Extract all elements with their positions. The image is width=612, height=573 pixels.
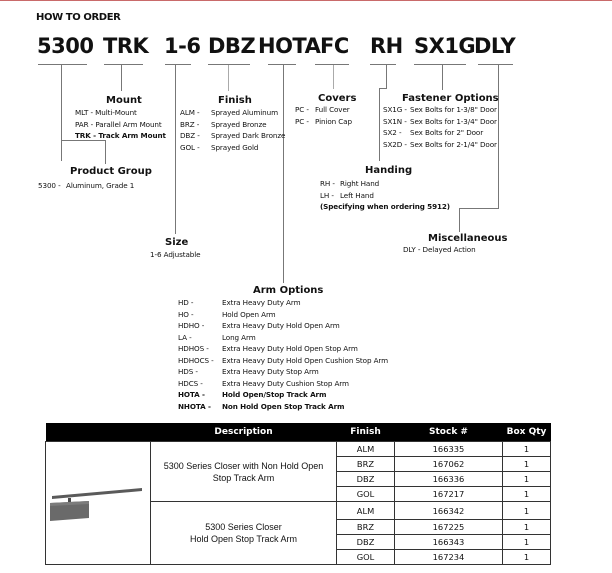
- option-code: HO -: [178, 309, 194, 319]
- option-code: DBZ -: [180, 131, 200, 140]
- code-product-group: 5300: [37, 34, 94, 58]
- code-size: 1-6: [164, 34, 201, 58]
- header-description: Description: [151, 423, 337, 442]
- connector: [105, 140, 106, 164]
- option-code: ALM -: [180, 108, 200, 117]
- option-code: TRK -: [75, 131, 96, 140]
- option-code: LA -: [178, 332, 192, 342]
- option-code: GOL -: [180, 142, 200, 152]
- covers-list: [295, 104, 352, 127]
- underline: [478, 64, 513, 65]
- connector: [121, 65, 122, 91]
- finish-cell: BRZ: [337, 520, 395, 535]
- finish-cell: BRZ: [337, 457, 395, 472]
- option-desc: Full Cover: [315, 105, 350, 114]
- connector: [379, 88, 387, 89]
- stock-cell: 167062: [395, 457, 503, 472]
- stock-cell: 167217: [395, 487, 503, 502]
- option-desc: Aluminum, Grade 1: [66, 181, 135, 190]
- option-desc: Sex Bolts for 1-3/8" Door: [410, 105, 497, 114]
- product-group-list: [38, 180, 134, 192]
- finish-title: Finish: [218, 95, 252, 106]
- underline: [315, 64, 349, 65]
- option-code: HD -: [178, 298, 194, 307]
- option-desc: Sprayed Aluminum: [211, 108, 278, 117]
- finish-cell: DBZ: [337, 472, 395, 487]
- stock-cell: 166343: [395, 535, 503, 550]
- connector: [175, 65, 176, 234]
- misc-list: [403, 244, 476, 256]
- mount-item: [75, 130, 166, 142]
- option-desc: 1-6 Adjustable: [150, 250, 201, 259]
- underline: [370, 64, 396, 65]
- fastener-title: Fastener Options: [402, 93, 499, 104]
- stock-cell: 166335: [395, 442, 503, 457]
- connector: [379, 88, 380, 161]
- connector: [459, 208, 460, 232]
- option-code: SX2D -: [383, 139, 407, 149]
- option-code: PAR -: [75, 119, 94, 129]
- connector: [459, 208, 499, 209]
- option-code: SX1G -: [383, 105, 407, 114]
- how-to-order-heading: HOW TO ORDER: [36, 12, 121, 23]
- mount-item: [75, 107, 166, 119]
- option-code: 5300 -: [38, 181, 61, 190]
- option-desc: Right Hand: [340, 179, 380, 188]
- product-image: [46, 442, 151, 565]
- option-code: RH -: [320, 179, 335, 188]
- stock-cell: 166342: [395, 502, 503, 520]
- size-list: [150, 249, 200, 261]
- option-desc: Long Arm: [222, 332, 256, 342]
- underline: [104, 64, 143, 65]
- option-code: HDHOCS -: [178, 355, 214, 365]
- connector: [283, 65, 284, 283]
- arm-options-title: Arm Options: [253, 285, 324, 296]
- option-desc: Parallel Arm Mount: [95, 119, 162, 129]
- connector: [498, 65, 499, 208]
- connector: [442, 65, 443, 90]
- underline: [38, 64, 87, 65]
- option-code: LH -: [320, 190, 334, 200]
- code-handing: RH: [370, 34, 403, 58]
- option-code: NHOTA -: [178, 401, 211, 411]
- underline: [414, 64, 466, 65]
- door-closer-icon: [46, 442, 150, 562]
- connector: [333, 65, 334, 89]
- stock-cell: 167234: [395, 550, 503, 565]
- option-code: HDS -: [178, 367, 198, 376]
- option-code: HDHOS -: [178, 344, 209, 353]
- qty-cell: 1: [503, 472, 551, 487]
- option-code: HOTA -: [178, 390, 205, 399]
- option-desc: Extra Heavy Duty Stop Arm: [222, 367, 319, 376]
- finish-list: [180, 107, 285, 153]
- option-desc: Left Hand: [340, 190, 374, 200]
- description-cell: [151, 502, 337, 565]
- underline: [165, 64, 191, 65]
- table-header-row: [46, 423, 551, 442]
- description-line: 5300 Series Closer: [205, 522, 282, 532]
- option-code: HDHO -: [178, 321, 205, 330]
- top-border: [0, 0, 612, 1]
- finish-cell: DBZ: [337, 535, 395, 550]
- finish-cell: GOL: [337, 487, 395, 502]
- qty-cell: 1: [503, 520, 551, 535]
- qty-cell: 1: [503, 535, 551, 550]
- qty-cell: 1: [503, 487, 551, 502]
- option-desc: Sprayed Dark Bronze: [211, 131, 286, 140]
- option-desc: Extra Heavy Duty Hold Open Stop Arm: [222, 344, 358, 353]
- qty-cell: 1: [503, 550, 551, 565]
- option-code: SX2 -: [383, 128, 402, 137]
- code-fastener: SX1G: [414, 34, 476, 58]
- option-desc: Sex Bolts for 2-1/4" Door: [410, 139, 497, 149]
- option-desc: Pinion Cap: [315, 116, 352, 126]
- fastener-list: [383, 104, 497, 150]
- option-desc: Track Arm Mount: [98, 131, 166, 140]
- arm-options-list: [178, 297, 388, 412]
- option-code: DLY -: [403, 245, 421, 254]
- option-desc: Hold Open Arm: [222, 309, 276, 319]
- header-stock: Stock #: [395, 423, 503, 442]
- stock-cell: 167225: [395, 520, 503, 535]
- connector: [386, 65, 387, 89]
- option-desc: Sprayed Gold: [211, 142, 259, 152]
- option-desc: Multi-Mount: [95, 108, 137, 117]
- option-desc: Delayed Action: [422, 245, 476, 254]
- handing-note: (Specifying when ordering 5912): [320, 202, 450, 211]
- underline: [268, 64, 296, 65]
- code-arm: HOTA: [258, 34, 321, 58]
- mount-item: [75, 119, 166, 131]
- code-misc: DLY: [474, 34, 516, 58]
- underline: [208, 64, 250, 65]
- mount-title: Mount: [106, 95, 142, 106]
- description-cell: 5300 Series Closer with Non Hold Open Stop Track Arm: [151, 442, 337, 502]
- option-code: PC -: [295, 105, 309, 114]
- qty-cell: 1: [503, 502, 551, 520]
- option-code: SX1N -: [383, 116, 407, 126]
- qty-cell: 1: [503, 442, 551, 457]
- option-desc: Hold Open/Stop Track Arm: [222, 390, 327, 399]
- size-title: Size: [165, 237, 189, 248]
- option-desc: Extra Heavy Duty Cushion Stop Arm: [222, 378, 349, 388]
- product-group-title: Product Group: [70, 166, 152, 177]
- code-finish: DBZ: [208, 34, 256, 58]
- table-row: [46, 442, 551, 457]
- description-line: Hold Open Stop Track Arm: [189, 534, 298, 544]
- option-desc: Extra Heavy Duty Hold Open Cushion Stop Arm: [222, 355, 389, 365]
- product-table: [45, 423, 551, 565]
- qty-cell: 1: [503, 457, 551, 472]
- header-finish: Finish: [337, 423, 395, 442]
- option-desc: Sprayed Bronze: [211, 119, 267, 129]
- option-code: HDCS -: [178, 378, 203, 388]
- option-desc: Extra Heavy Duty Hold Open Arm: [222, 321, 340, 330]
- finish-cell: GOL: [337, 550, 395, 565]
- finish-cell: ALM: [337, 502, 395, 520]
- option-code: MLT -: [75, 108, 93, 117]
- option-desc: Sex Bolts for 1-3/4" Door: [410, 116, 497, 126]
- code-covers: FC: [320, 34, 349, 58]
- finish-cell: ALM: [337, 442, 395, 457]
- option-desc: Extra Heavy Duty Arm: [222, 298, 301, 307]
- covers-title: Covers: [318, 93, 357, 104]
- handing-title: Handing: [365, 165, 413, 176]
- connector: [228, 65, 229, 91]
- header-image: [46, 423, 151, 442]
- connector: [61, 65, 62, 161]
- option-desc: Non Hold Open Stop Track Arm: [222, 401, 345, 411]
- header-box-qty: Box Qty: [503, 423, 551, 442]
- option-code: BRZ -: [180, 119, 200, 129]
- stock-cell: 166336: [395, 472, 503, 487]
- mount-list: [75, 107, 166, 142]
- option-code: PC -: [295, 116, 309, 126]
- code-mount: TRK: [103, 34, 149, 58]
- misc-title: Miscellaneous: [428, 233, 508, 244]
- handing-list: [320, 178, 450, 213]
- option-desc: Sex Bolts for 2" Door: [410, 128, 484, 137]
